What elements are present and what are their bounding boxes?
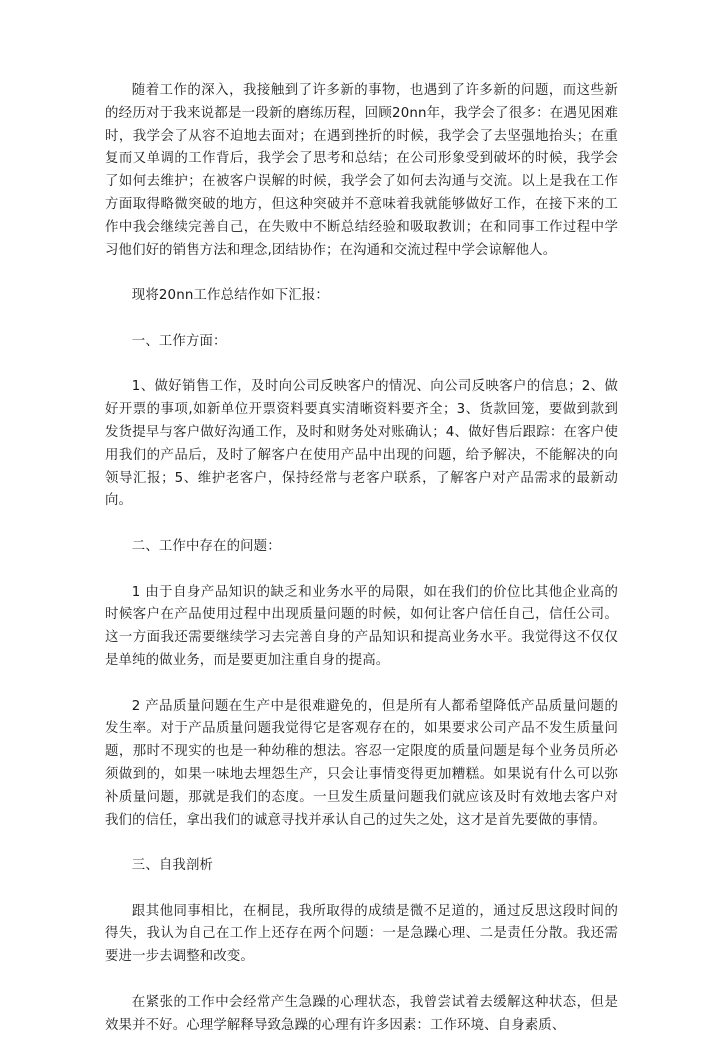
paragraph-problem-2: 2 产品质量问题在生产中是很难避免的，但是所有人都希望降低产品质量问题的发生率。对于产品质量问题我觉得它是客观存在的，如果要求公司产品不发生质量问题，那时不现实的也是一种幼稚的想法。容忍一定限度的质量问题是每个业务员所必须做到的，如果一味地去埋怨生产，只会让事情变得更加糟糕。如果说有什么可以弥补质量问题，那就是我们的态度。一旦发生质量问题我们就应该及时有效地去客户对我们的信任，拿出我们的诚意寻找并承认自己的过失之处，这才是首先要做的事情。 [105, 698, 618, 828]
document-body [105, 80, 618, 1060]
paragraph-problem-1: 1 由于自身产品知识的缺乏和业务水平的局限，如在我们的价位比其他企业高的时候客户在产品使用过程中出现质量问题的时候，如何让客户信任自己，信任公司。这一方面我还需要继续学习去完善自身的产品知识和提高业务水平。我觉得这不仅仅是单纯的做业务，而是要更加注重自身的提高。 [105, 584, 618, 668]
section-heading-work: 一、工作方面： [131, 333, 227, 349]
paragraph-self-analysis: 跟其他同事相比，在桐昆，我所取得的成绩是微不足道的，通过反思这段时间的得失，我认为自己在工作上还存在两个问题：一是急躁心理、二是责任分散。我还需要进一步去调整和改变。 [105, 903, 618, 965]
paragraph-impatience: 在紧张的工作中会经常产生急躁的心理状态，我曾尝试着去缓解这种状态，但是效果并不好。心理学解释导致急躁的心理有许多因素：工作环境、自身素质、 [105, 994, 618, 1033]
paragraph-report-intro: 现将20nn工作总结作如下汇报： [131, 288, 329, 304]
paragraph-intro: 随着工作的深入，我接触到了许多新的事物，也遇到了许多新的问题，而这些新的经历对于我来说都是一段新的磨练历程，回顾20nn年，我学会了很多：在遇见困难时，我学会了从容不迫地去面对；在遇到挫折的时候，我学会了去坚强地抬头；在重复而又单调的工作背后，我学会了思考和总结；在公司形象受到破坏的时候，我学会了如何去维护；在被客户误解的时候，我学会了如何去沟通与交流。以上是我在工作方面取得略微突破的地方，但这种突破并不意味着我就能够做好工作，在接下来的工作中我会继续完善自己，在失败中不断总结经验和吸取教训；在和同事工作过程中学习他们好的销售方法和理念,团结协作；在沟通和交流过程中学会谅解他人。 [105, 83, 618, 258]
section-heading-problems: 二、工作中存在的问题： [131, 538, 281, 554]
paragraph-work-items: 1、做好销售工作，及时向公司反映客户的情况、向公司反映客户的信息；2、做好开票的事项,如新单位开票资料要真实清晰资料要齐全；3、货款回笼，要做到款到发货提早与客户做好沟通工作，及时和财务处对账确认；4、做好售后跟踪：在客户使用我们的产品后，及时了解客户在使用产品中出现的问题，给予解决，不能解决的向领导汇报；5、维护老客户，保持经常与老客户联系，了解客户对产品需求的最新动向。 [105, 379, 618, 509]
section-heading-self-analysis: 三、自我剖析 [131, 858, 214, 874]
